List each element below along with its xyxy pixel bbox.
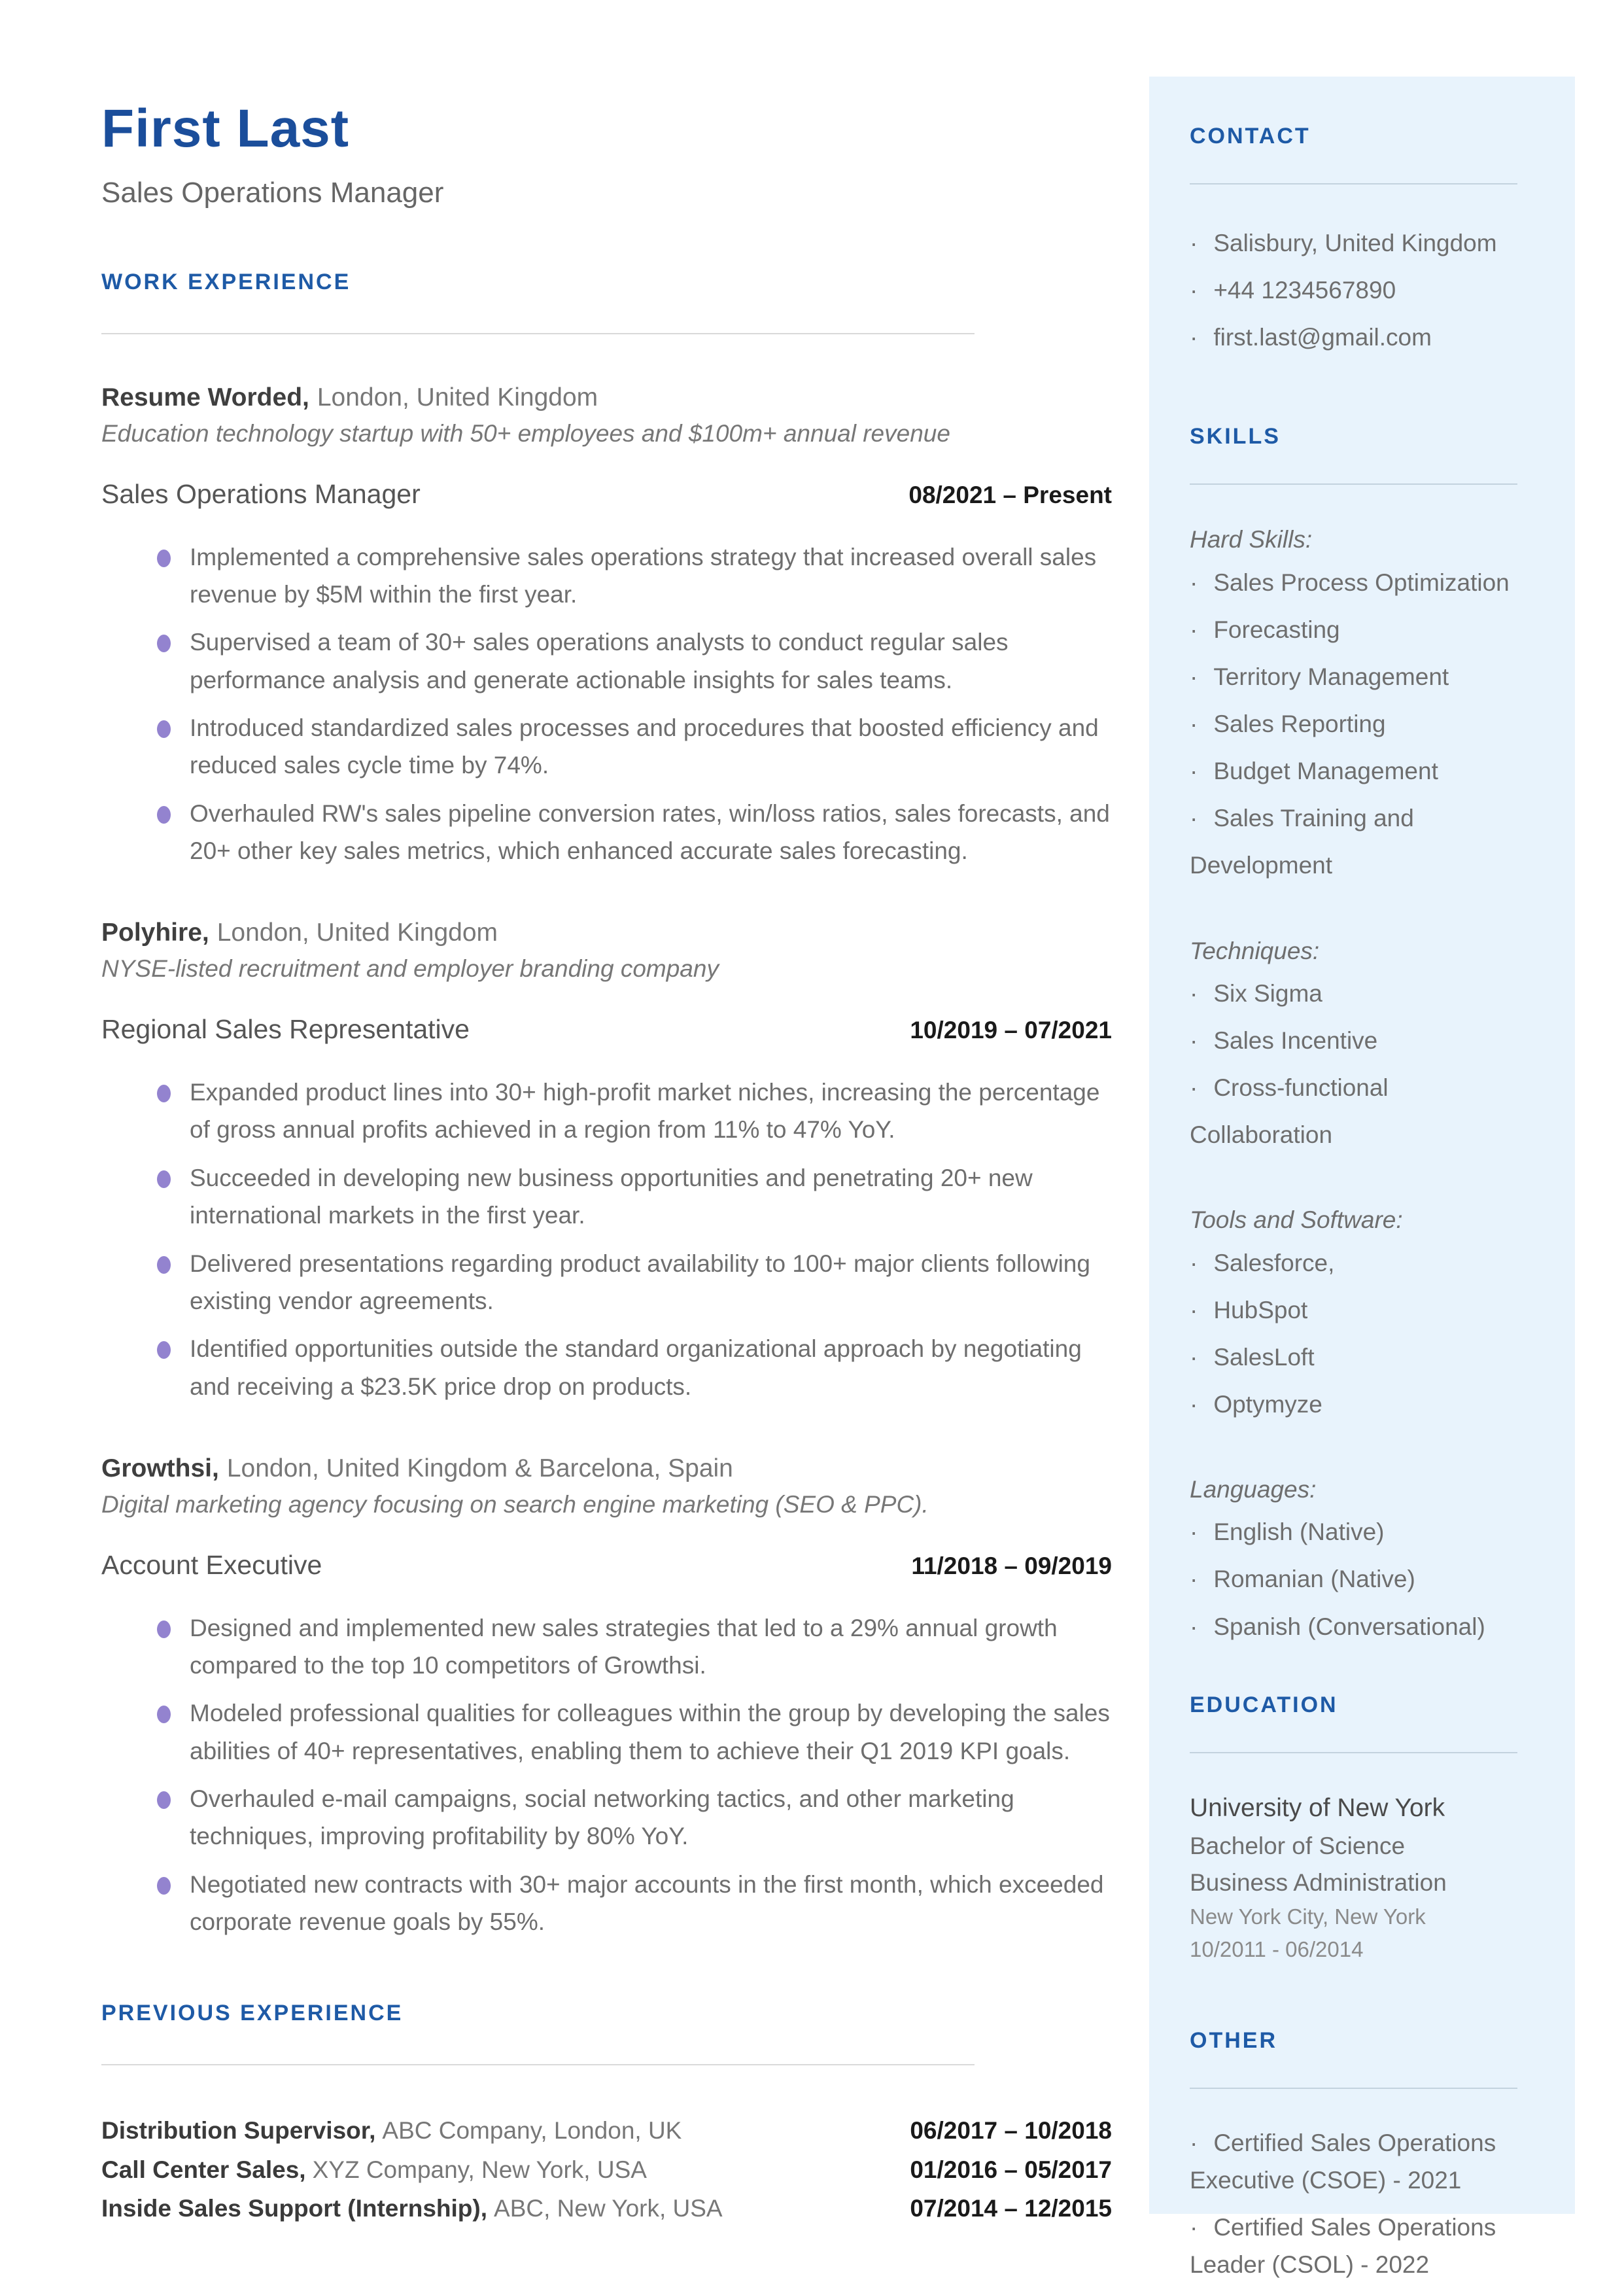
previous-role-company: ABC Company, London, UK (382, 2117, 682, 2145)
role-dates: 08/2021 – Present (908, 481, 1112, 508)
bullet-item: Expanded product lines into 30+ high-profit market niches, increasing the percentage of gross annual profits achieved in a region from 11% to 47% YoY. (190, 1074, 1112, 1149)
skills-group-tools (1190, 1200, 1517, 1428)
previous-experience-list (101, 2111, 1112, 2228)
other-list (1190, 2124, 1517, 2283)
bullet-item: Succeeded in developing new business opportunities and penetrating 20+ new international markets in the first year. (190, 1159, 1112, 1235)
job-bullet-list (101, 538, 1112, 870)
role-title: Regional Sales Representative (101, 1014, 470, 1045)
sidebar-divider (1190, 183, 1517, 184)
company-location: London, United Kingdom (317, 383, 598, 412)
skills-list (1190, 1240, 1517, 1429)
skills-group-languages (1190, 1470, 1517, 1651)
main-column (101, 0, 1112, 2228)
job-growthsi (101, 1452, 1112, 1940)
previous-role-title: Inside Sales Support (Internship), (101, 2194, 488, 2222)
previous-role-company: ABC, New York, USA (494, 2194, 723, 2222)
previous-role-title: Call Center Sales, (101, 2156, 306, 2183)
language-item: · Romanian (Native) (1190, 1556, 1517, 1603)
bullet-item: Overhauled RW's sales pipeline conversion rates, win/loss ratios, sales forecasts, and 20+ other key sales metrics, which enhanced accurate sales forecasting. (190, 795, 1112, 870)
skills-group-label: Languages: (1190, 1476, 1317, 1503)
skills-list (1190, 1509, 1517, 1650)
skill-item: · Sales Incentive (1190, 1017, 1517, 1064)
company-line (101, 917, 1112, 950)
section-divider (101, 333, 975, 334)
certification-item: · Certified Sales Operations Executive (CSOE) - 2021 (1190, 2124, 1517, 2199)
skills-list (1190, 559, 1517, 890)
previous-role-dates: 07/2014 – 12/2015 (910, 2194, 1112, 2222)
company-line (101, 381, 1112, 415)
role-row (101, 1014, 1112, 1045)
previous-role-dates: 01/2016 – 05/2017 (910, 2156, 1112, 2183)
education-dates: 10/2011 - 06/2014 (1190, 1936, 1364, 1961)
education-heading: EDUCATION (1190, 1692, 1338, 1717)
language-item: · Spanish (Conversational) (1190, 1603, 1517, 1651)
role-dates: 11/2018 – 09/2019 (911, 1552, 1112, 1579)
skill-item: · Sales Training and Development (1190, 795, 1517, 889)
work-experience-heading: WORK EXPERIENCE (101, 270, 351, 294)
job-bullet-list (101, 1609, 1112, 1941)
education-block (1190, 1789, 1517, 1965)
previous-role-left (101, 2150, 647, 2189)
sidebar-divider (1190, 1752, 1517, 1753)
skills-group-hard-skills (1190, 520, 1517, 889)
role-row (101, 479, 1112, 510)
bullet-item: Introduced standardized sales processes and procedures that boosted efficiency and reduced sales cycle time by 74%. (190, 709, 1112, 784)
education-school: University of New York (1190, 1793, 1445, 1822)
skill-item: · SalesLoft (1190, 1334, 1517, 1381)
contact-phone: · +44 1234567890 (1190, 267, 1517, 314)
contact-heading: CONTACT (1190, 124, 1311, 149)
skills-group-label: Tools and Software: (1190, 1206, 1403, 1234)
company-description: Digital marketing agency focusing on search engine marketing (SEO & PPC). (101, 1490, 929, 1518)
bullet-item: Negotiated new contracts with 30+ major accounts in the first month, which exceeded corporate revenue goals by 55%. (190, 1866, 1112, 1941)
previous-role-left (101, 2111, 682, 2150)
company-description: NYSE-listed recruitment and employer branding company (101, 955, 719, 983)
previous-role-dates: 06/2017 – 10/2018 (910, 2117, 1112, 2145)
skill-item: · Salesforce, (1190, 1240, 1517, 1287)
candidate-name: First Last (101, 99, 350, 158)
bullet-item: Overhauled e-mail campaigns, social networking tactics, and other marketing techniques, improving profitability by 80% YoY. (190, 1780, 1112, 1855)
language-item: · English (Native) (1190, 1509, 1517, 1556)
role-dates: 10/2019 – 07/2021 (910, 1017, 1112, 1044)
previous-role-company: XYZ Company, New York, USA (312, 2156, 647, 2183)
contact-location: · Salisbury, United Kingdom (1190, 220, 1517, 267)
bullet-item: Designed and implemented new sales strategies that led to a 29% annual growth compared to the top 10 competitors of Growthsi. (190, 1609, 1112, 1685)
education-location: New York City, New York (1190, 1904, 1426, 1929)
skill-item: · Six Sigma (1190, 970, 1517, 1017)
other-heading: OTHER (1190, 2028, 1277, 2054)
sidebar (1149, 77, 1575, 2279)
company-location: London, United Kingdom (216, 919, 498, 947)
bullet-item: Supervised a team of 30+ sales operations analysts to conduct regular sales performance analysis and generate actionable insights for sales teams. (190, 623, 1112, 699)
previous-role-row (101, 2111, 1112, 2150)
sidebar-divider (1190, 483, 1517, 485)
skill-item: · Forecasting (1190, 606, 1517, 654)
skills-group-techniques (1190, 932, 1517, 1159)
previous-role-row (101, 2150, 1112, 2189)
skill-item: · Sales Process Optimization (1190, 559, 1517, 606)
company-location: London, United Kingdom & Barcelona, Spain (226, 1454, 733, 1482)
previous-role-left (101, 2189, 723, 2228)
company-name: Polyhire, (101, 919, 209, 947)
bullet-item: Modeled professional qualities for colleagues within the group by developing the sales abilities of 40+ representatives, enabling them to achieve their Q1 2019 KPI goals. (190, 1694, 1112, 1770)
skills-group-label: Hard Skills: (1190, 526, 1313, 553)
skill-item: · Budget Management (1190, 748, 1517, 795)
job-polyhire (101, 917, 1112, 1405)
company-name: Growthsi, (101, 1454, 219, 1482)
company-name: Resume Worded, (101, 383, 309, 412)
contact-list (1190, 220, 1517, 361)
skill-item: · Sales Reporting (1190, 701, 1517, 748)
job-bullet-list (101, 1074, 1112, 1405)
skills-group-label: Techniques: (1190, 937, 1320, 964)
education-degree: Bachelor of Science (1190, 1832, 1406, 1860)
role-title: Sales Operations Manager (101, 478, 421, 509)
company-line (101, 1452, 1112, 1486)
bullet-item: Implemented a comprehensive sales operations strategy that increased overall sales revenue by $5M within the first year. (190, 538, 1112, 614)
skill-item: · Cross-functional Collaboration (1190, 1064, 1517, 1159)
skills-list (1190, 970, 1517, 1159)
job-resume-worded (101, 381, 1112, 869)
role-row (101, 1550, 1112, 1581)
skill-item: · Territory Management (1190, 654, 1517, 701)
skill-item: · HubSpot (1190, 1287, 1517, 1334)
certification-item: · Certified Sales Operations Leader (CSOL) - 2022 (1190, 2209, 1517, 2284)
section-divider (101, 2064, 975, 2065)
company-description: Education technology startup with 50+ employees and $100m+ annual revenue (101, 419, 950, 447)
previous-role-title: Distribution Supervisor, (101, 2117, 376, 2145)
skills-heading: SKILLS (1190, 424, 1281, 449)
candidate-title: Sales Operations Manager (101, 177, 444, 209)
role-title: Account Executive (101, 1549, 322, 1580)
sidebar-divider (1190, 2088, 1517, 2089)
previous-role-row (101, 2189, 1112, 2228)
bullet-item: Delivered presentations regarding product availability to 100+ major clients following existing vendor agreements. (190, 1245, 1112, 1320)
bullet-item: Identified opportunities outside the standard organizational approach by negotiating and receiving a $23.5K price drop on products. (190, 1330, 1112, 1405)
education-major: Business Administration (1190, 1868, 1447, 1896)
contact-email: · first.last@gmail.com (1190, 314, 1517, 361)
previous-experience-heading: PREVIOUS EXPERIENCE (101, 2001, 404, 2026)
skill-item: · Optymyze (1190, 1381, 1517, 1428)
